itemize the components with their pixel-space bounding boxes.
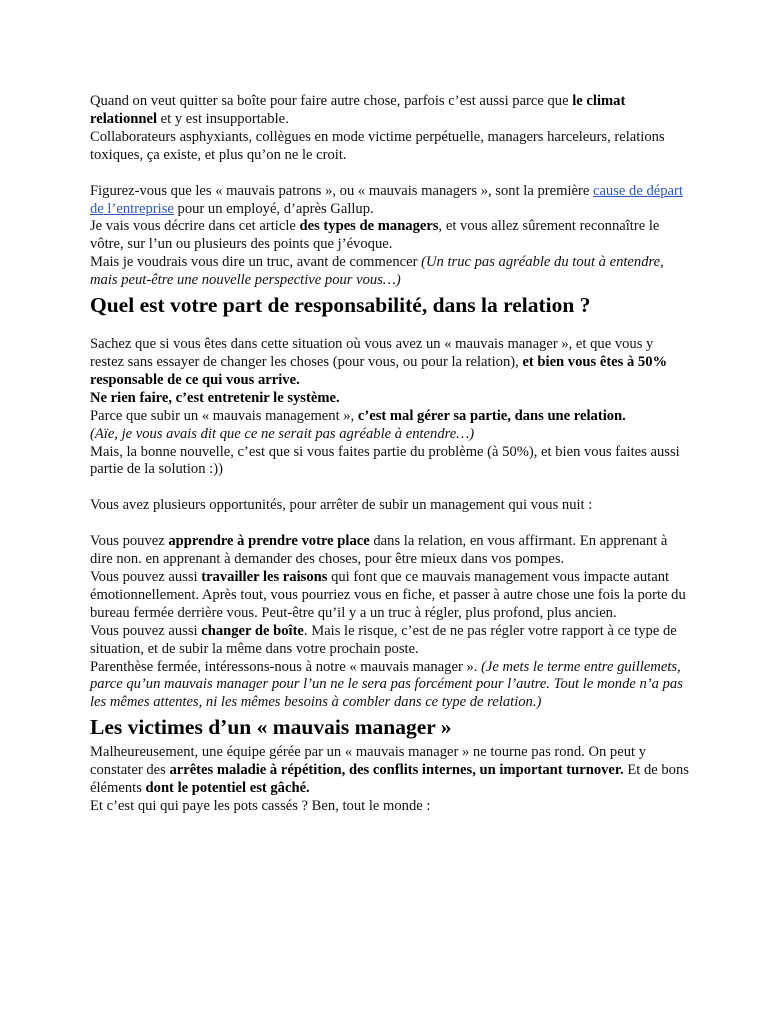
subir-paragraph: Parce que subir un « mauvais management », c’est mal gérer sa partie, dans une relation. (90, 407, 626, 424)
pots-casses-paragraph: Et c’est qui qui paye les pots cassés ? Ben, tout le monde : (90, 798, 431, 814)
heading-victimes: Les victimes d’un « mauvais manager » (90, 715, 452, 740)
responsibility-paragraph: Sachez que si vous êtes dans cette situation où vous avez un « mauvais manager », et que vous y restez sans essayer de changer les choses (pour vous, ou pour la relation), et bien vous êtes à 50% responsable de ce qui vous arrive. (90, 336, 668, 388)
good-news-paragraph: Mais, la bonne nouvelle, c’est que si vous faites partie du problème (à 50%), et bien vous faites aussi partie de la solution :)) (90, 443, 680, 478)
bold-potentiel-gache: dont le potentiel est gâché. (145, 780, 310, 797)
bold-travailler-raisons: travailler les raisons (201, 569, 328, 586)
parenthese-paragraph: Parenthèse fermée, intéressons-nous à notre « mauvais manager ». (Je mets le terme entre guillemets, parce qu’un mauvais manager pour l’un ne le sera pas forcément pour l’autre. Tout le monde n’a pas les mêmes attentes, ni les mêmes besoins à combler dans ce type de relation.) (90, 658, 683, 711)
bold-changer-boite: changer de boîte (201, 622, 304, 639)
italic-aside: (Un truc pas agréable du tout à entendre, mais peut-être une nouvelle perspective pour vous…) (90, 254, 664, 289)
bold-system-line: Ne rien faire, c’est entretenir le système. (90, 389, 340, 406)
aie-aside: (Aïe, je vous avais dit que ce ne serait pas agréable à entendre…) (90, 425, 475, 442)
toxic-relations-paragraph: Collaborateurs asphyxiants, collègues en mode victime perpétuelle, managers harceleurs, relations toxiques, ça existe, et plus qu’on ne le croit. (90, 128, 665, 163)
bold-prendre-place: apprendre à prendre votre place (168, 533, 370, 550)
article-intro-paragraph: Je vais vous décrire dans cet article des types de managers, et vous allez sûrement reconnaître le vôtre, sur l’un ou plusieurs des points que j’évoque. (90, 218, 660, 253)
opportunities-paragraph: Vous avez plusieurs opportunités, pour arrêter de subir un management qui vous nuit : (90, 497, 593, 514)
bold-arretes-maladie: arrêtes maladie à répétition, des conflits internes, un important turnover. (169, 762, 624, 779)
travailler-raisons-paragraph: Vous pouvez aussi travailler les raisons qui font que ce mauvais management vous impacte autant émotionnellement. Après tout, vous pourriez vous en fiche, et passer à autre chose une fois la porte du bureau fermée derrière vous. Peut-être qu’il y a un truc à régler, plus profond, plus ancien. (90, 569, 686, 621)
intro-paragraph: Quand on veut quitter sa boîte pour faire autre chose, parfois c’est aussi parce que le climat relationnel et y est insupportable. (90, 93, 626, 127)
gallup-paragraph: Figurez-vous que les « mauvais patrons », ou « mauvais managers », sont la première cause de départ de l’entreprise pour un employé, d’après Gallup. (90, 182, 683, 217)
prendre-place-paragraph: Vous pouvez apprendre à prendre votre place dans la relation, en vous affirmant. En apprenant à dire non. en apprenant à demander des choses, pour être mieux dans vos pompes. (90, 533, 668, 568)
heading-responsabilite: Quel est votre part de responsabilité, dans la relation ? (90, 293, 591, 318)
bold-climat-relationnel: le climat relationnel (90, 93, 626, 127)
equipe-paragraph: Malheureusement, une équipe gérée par un « mauvais manager » ne tourne pas rond. On peut y constater des arrêtes maladie à répétition, des conflits internes, un important turnover. Et de bons éléments dont le potentiel est gâché. (90, 744, 689, 797)
cause-depart-link[interactable]: cause de départ de l’entreprise (90, 182, 683, 217)
bold-50-percent: et bien vous êtes à 50% responsable de ce qui vous arrive. (90, 353, 668, 388)
before-start-paragraph: Mais je voudrais vous dire un truc, avant de commencer (Un truc pas agréable du tout à entendre, mais peut-être une nouvelle perspective pour vous…) (90, 254, 664, 289)
bold-types-managers: des types de managers (299, 218, 439, 235)
changer-boite-paragraph: Vous pouvez aussi changer de boîte. Mais le risque, c’est de ne pas régler votre rapport à ce type de situation, et de subir la même dans votre prochain poste. (90, 622, 677, 657)
italic-guillemets-aside: (Je mets le terme entre guillemets, parce qu’un mauvais manager pour l’un ne le sera pas forcément pour l’autre. Tout le monde n’a pas les mêmes attentes, ni les mêmes besoins à combler dans ce type de relation.) (90, 658, 683, 711)
document-page (90, 93, 690, 816)
bold-mal-gerer: c’est mal gérer sa partie, dans une relation. (357, 407, 626, 424)
